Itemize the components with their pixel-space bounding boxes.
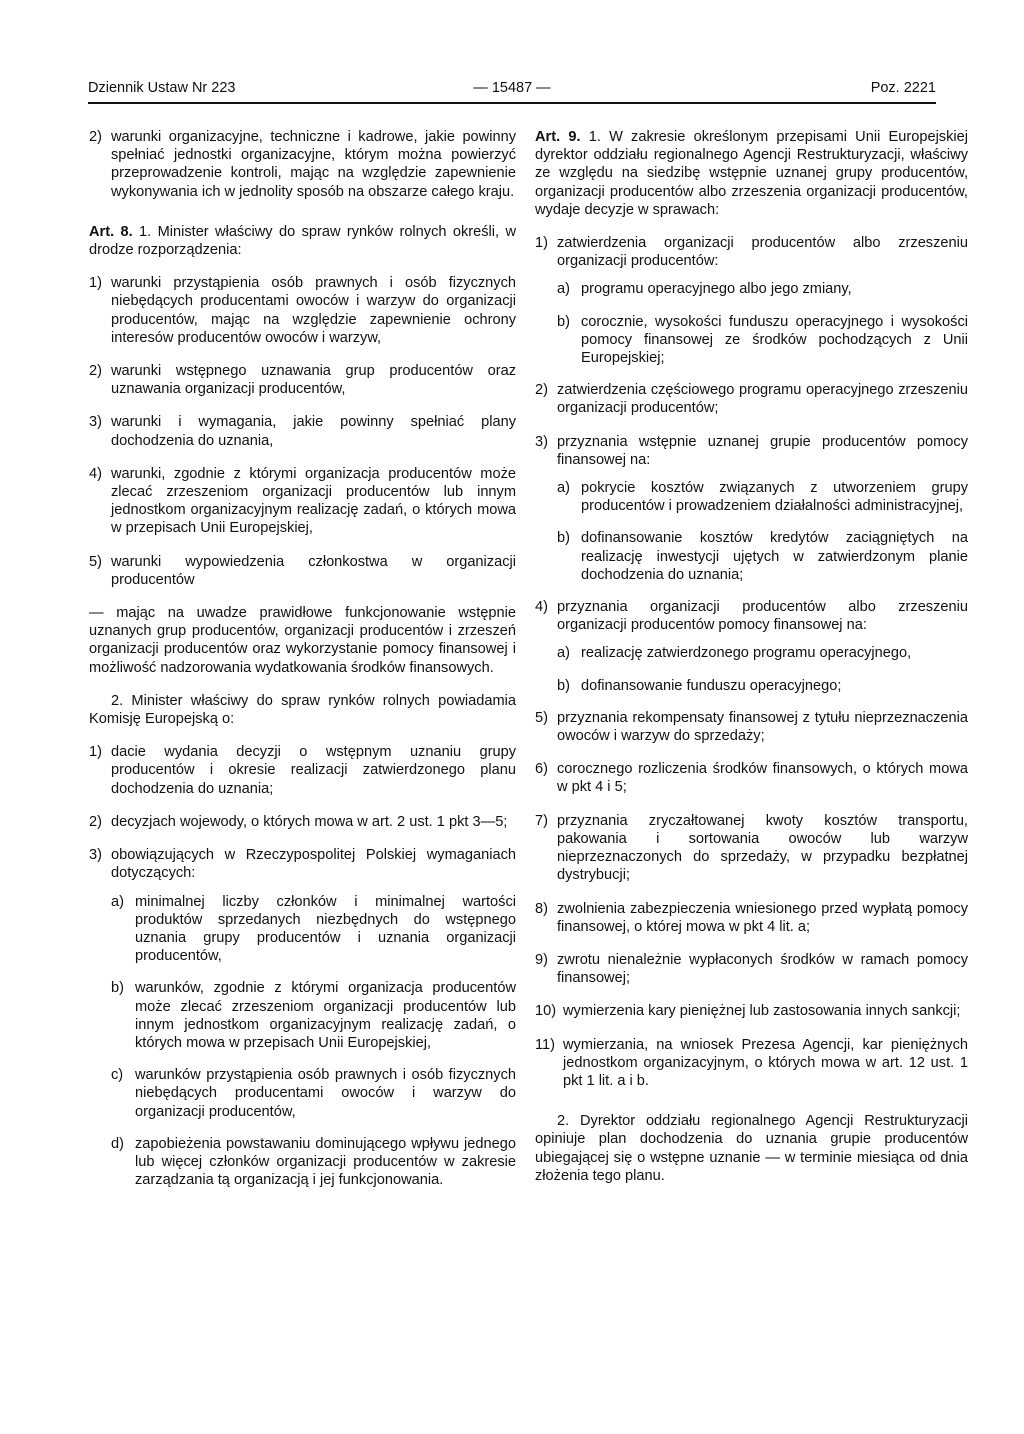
item-text: warunki organizacyjne, techniczne i kadrowe, jakie powinny spełniać jednostki organizacyjne, którym można powierzyć przeprowadzenie kontroli, mając na względzie zapewnienie wykonywania ich w jednolity sposób na obszarze całego kraju. xyxy=(111,129,516,200)
item-text: obowiązujących w Rzeczypospolitej Polskiej wymaganiach dotyczących: xyxy=(111,847,516,882)
paragraph-2: 2. Dyrektor oddziału regionalnego Agencji Restrukturyzacji opiniuje plan dochodzenia do uznania grupie producentów ubiegającej się o wstępne uznanie — w terminie miesiąca od dnia złożenia tego planu. xyxy=(535,1113,968,1184)
sub-item-letter: b) xyxy=(557,677,570,694)
item-number: 3) xyxy=(535,433,548,450)
sub-item-letter: a) xyxy=(111,893,124,910)
item-number: 3) xyxy=(89,847,102,864)
item-text: warunki, zgodnie z którymi organizacja producentów może zlecać zrzeszeniom organizacji producentów lub innym jednostkom organizacyjnym realizację zadań, o których mowa w przepisach Unii Europejskiej, xyxy=(111,465,516,537)
list-item xyxy=(535,381,968,417)
article-8-intro xyxy=(89,223,516,259)
sub-item xyxy=(557,644,968,662)
sub-item-text: warunków przystąpienia osób prawnych i osób fizycznych niebędących producentami owoców i warzyw do organizacji producentów, xyxy=(135,1067,516,1120)
list-item xyxy=(89,553,516,589)
sub-item-text: warunków, zgodnie z którymi organizacja producentów może zlecać zrzeszeniom organizacji producentów lub innym jednostkom organizacyjnym realizację zadań, o których mowa w przepisach Unii Europejskiej, xyxy=(135,980,516,1051)
item-text: corocznego rozliczenia środków finansowych, o których mowa w pkt 4 i 5; xyxy=(557,761,968,796)
list-item xyxy=(89,813,516,831)
item-text: zatwierdzenia częściowego programu operacyjnego zrzeszeniu organizacji producentów; xyxy=(557,382,968,417)
list-item xyxy=(89,362,516,398)
article-text: 1. W zakresie określonym przepisami Unii Europejskiej dyrektor oddziału regionalnego Agencji Restrukturyzacji, właściwy ze względu na siedzibę wstępnie uznanej grupy producentów, organizacji producentów albo zrzeszenia organizacji producentów, wydaje decyzje w sprawach: xyxy=(535,129,968,218)
sub-item xyxy=(557,280,968,298)
item-number: 2) xyxy=(89,813,102,830)
sub-item xyxy=(557,479,968,515)
item-number: 9) xyxy=(535,951,548,968)
item-number: 11) xyxy=(535,1036,556,1053)
item-text: warunki wstępnego uznawania grup producentów oraz uznawania organizacji producentów, xyxy=(111,363,516,398)
article-heading: Art. 9. xyxy=(535,129,581,145)
article-heading: Art. 8. xyxy=(89,223,133,240)
item-number: 2) xyxy=(89,129,102,145)
item-text: warunki i wymagania, jakie powinny spełniać plany dochodzenia do uznania, xyxy=(111,414,516,449)
item-number: 4) xyxy=(89,465,102,482)
sub-item-text: pokrycie kosztów związanych z utworzeniem grupy producentów i prowadzeniem działalności administracyjnej, xyxy=(581,480,968,515)
item-text: decyzjach wojewody, o których mowa w art. 2 ust. 1 pkt 3—5; xyxy=(111,813,508,830)
item-text: dacie wydania decyzji o wstępnym uznaniu grupy producentów i okresie realizacji zatwierdzonego planu dochodzenia do uznania; xyxy=(111,744,516,797)
sub-item-letter: b) xyxy=(111,980,124,997)
list-item xyxy=(535,760,968,796)
item-number: 1) xyxy=(89,275,102,292)
sub-item xyxy=(557,529,968,584)
paragraph-2: 2. Minister właściwy do spraw rynków rolnych powiadamia Komisję Europejską o: xyxy=(89,692,516,728)
sub-item xyxy=(111,979,516,1052)
list-item xyxy=(535,598,968,634)
sub-item-text: dofinansowanie kosztów kredytów zaciągniętych na realizację inwestycji ujętych w zatwierdzonym planie dochodzenia do uznania; xyxy=(581,530,968,583)
item-number: 1) xyxy=(535,235,548,252)
item-text: przyznania zryczałtowanej kwoty kosztów transportu, pakowania i sortowania owoców lub warzyw nieprzeznaczonych do sprzedaży, w przypadku bezpłatnej dystrybucji; xyxy=(557,812,968,884)
list-item xyxy=(535,1036,968,1091)
item-number: 2) xyxy=(535,382,548,399)
item-number: 7) xyxy=(535,812,548,829)
sub-item-text: minimalnej liczby członków i minimalnej wartości produktów sprzedanych niezbędnych do wstępnego uznania grupy producentów i uznania organizacji producentów, xyxy=(135,893,516,965)
list-item xyxy=(89,465,516,538)
list-item xyxy=(535,709,968,745)
list-item xyxy=(535,951,968,987)
item-number: 3) xyxy=(89,414,102,431)
sub-item-letter: a) xyxy=(557,480,570,497)
sub-item-text: corocznie, wysokości funduszu operacyjnego i wysokości pomocy finansowej ze środków pochodzących z Unii Europejskiej; xyxy=(581,313,968,367)
item-text: wymierzania, na wniosek Prezesa Agencji, kar pieniężnych jednostkom organizacyjnym, o których mowa w art. 12 ust. 1 pkt 1 lit. a i b. xyxy=(563,1036,968,1089)
list-item xyxy=(89,128,516,201)
page-number: — 15487 — xyxy=(473,80,551,96)
item-number: 8) xyxy=(535,900,548,917)
item-text: zatwierdzenia organizacji producentów albo zrzeszeniu organizacji producentów: xyxy=(557,235,968,270)
article-9-intro xyxy=(535,128,968,219)
sub-item-letter: c) xyxy=(111,1067,124,1084)
dash-paragraph: — mając na uwadze prawidłowe funkcjonowanie wstępnie uznanych grup producentów, organizacji producentów i zrzeszeń organizacji producentów oraz wykorzystanie pomocy finansowej i możliwość nadzorowania wydatkowania środków finansowych. xyxy=(89,605,516,676)
item-text: wymierzenia kary pieniężnej lub zastosowania innych sankcji; xyxy=(563,1003,961,1020)
left-column xyxy=(89,128,516,1203)
item-number: 10) xyxy=(535,1003,557,1020)
sub-item-text: dofinansowanie funduszu operacyjnego; xyxy=(581,677,842,694)
item-number: 6) xyxy=(535,761,548,778)
item-number: 4) xyxy=(535,599,548,616)
item-number: 5) xyxy=(535,709,548,726)
sub-item xyxy=(557,677,968,695)
list-item xyxy=(89,274,516,347)
item-text: zwolnienia zabezpieczenia wniesionego przed wypłatą pomocy finansowej, o której mowa w pkt 4 lit. a; xyxy=(557,900,968,935)
article-text: 1. Minister właściwy do spraw rynków rolnych określi, w drodze rozporządzenia: xyxy=(89,223,516,259)
list-item xyxy=(535,1002,968,1020)
item-text: przyznania organizacji producentów albo zrzeszeniu organizacji producentów pomocy finansowej na: xyxy=(557,599,968,634)
item-number: 1) xyxy=(89,744,102,761)
page-header xyxy=(88,76,936,104)
list-item xyxy=(535,433,968,469)
list-item xyxy=(89,846,516,882)
journal-title: Dziennik Ustaw Nr 223 xyxy=(88,80,236,96)
item-number: 5) xyxy=(89,553,102,570)
list-item xyxy=(535,234,968,270)
sub-item xyxy=(111,1135,516,1190)
list-item xyxy=(535,900,968,936)
sub-item-letter: b) xyxy=(557,313,570,330)
sub-item-letter: a) xyxy=(557,645,570,662)
item-text: warunki przystąpienia osób prawnych i osób fizycznych niebędących producentami owoców i warzyw do organizacji producentów, mając na względzie zapewnienie ochrony interesów producentów owoców i warzyw, xyxy=(111,275,516,346)
sub-item-text: realizację zatwierdzonego programu operacyjnego, xyxy=(581,645,912,662)
sub-item xyxy=(557,313,968,368)
sub-item-text: programu operacyjnego albo jego zmiany, xyxy=(581,281,852,298)
item-text: przyznania wstępnie uznanej grupie producentów pomocy finansowej na: xyxy=(557,433,968,468)
sub-item-text: zapobieżenia powstawaniu dominującego wpływu jednego lub więcej członków organizacji producentów w zakresie zarządzania tą organizacją i jej funkcjonowania. xyxy=(135,1135,516,1189)
sub-item xyxy=(111,1066,516,1121)
sub-item-letter: b) xyxy=(557,530,570,547)
sub-item-letter: a) xyxy=(557,281,570,298)
item-number: 2) xyxy=(89,363,102,380)
list-item xyxy=(89,413,516,449)
sub-item-letter: d) xyxy=(111,1135,124,1152)
right-column xyxy=(535,128,968,1200)
sub-item xyxy=(111,893,516,966)
item-text: zwrotu nienależnie wypłaconych środków w ramach pomocy finansowej; xyxy=(557,951,968,987)
item-text: przyznania rekompensaty finansowej z tytułu nieprzeznaczenia owoców i warzyw do sprzedaży; xyxy=(557,709,968,745)
position-number: Poz. 2221 xyxy=(870,80,936,96)
list-item xyxy=(535,812,968,885)
item-text: warunki wypowiedzenia członkostwa w organizacji producentów xyxy=(111,553,516,588)
list-item xyxy=(89,743,516,798)
